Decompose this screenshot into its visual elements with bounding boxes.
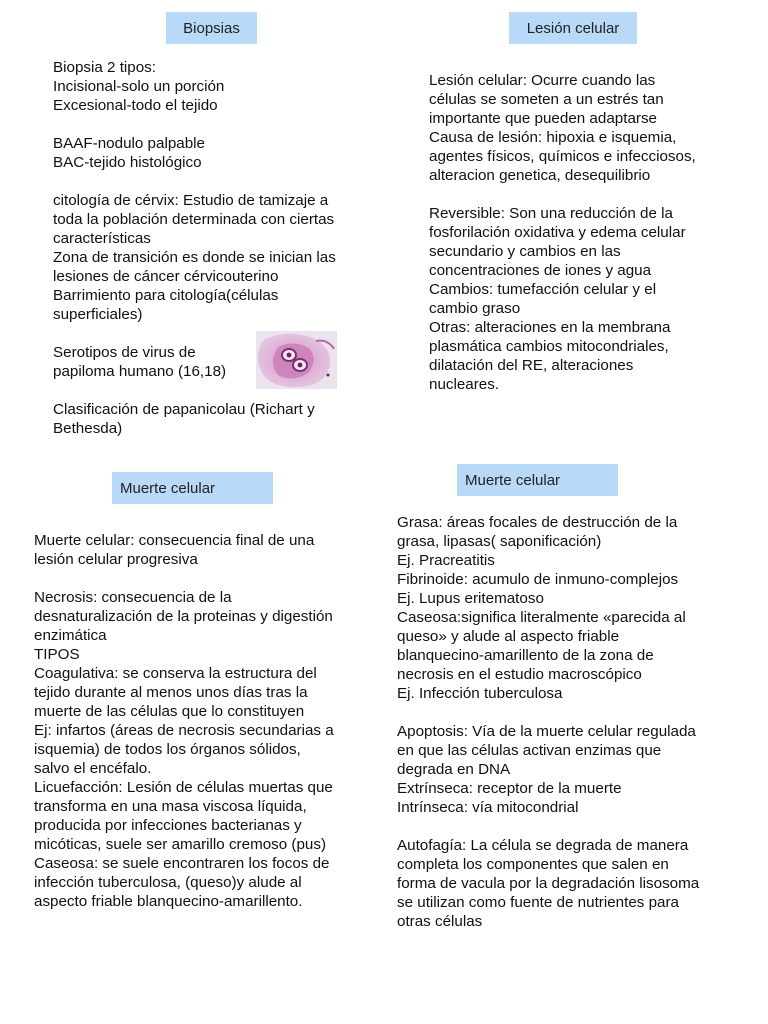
text-line: Autofagía: La célula se degrada de manera (397, 837, 689, 854)
muerte-celular-header-left (112, 472, 273, 504)
text-line: Zona de transición es donde se inician las (53, 249, 336, 266)
text-line: Caseosa: se suele encontraren los focos de (34, 855, 330, 872)
text-line: papiloma humano (16,18) (53, 363, 227, 380)
text-line: Bethesda) (53, 420, 123, 437)
text-line: Incisional-solo un porción (53, 78, 225, 95)
text-line: se utilizan como fuente de nutrientes para (397, 894, 679, 911)
text-line: Cambios: tumefacción celular y el (429, 281, 657, 298)
muerte-celular-header-left-label: Muerte celular (120, 479, 216, 497)
text-line: Serotipos de virus de (53, 344, 196, 361)
text-line: células se someten a un estrés tan (429, 91, 664, 108)
text-line: isquemia) de todos los órganos sólidos, (34, 741, 301, 758)
blank-line (53, 115, 373, 134)
text-line: BAAF-nodulo palpable (53, 135, 205, 152)
text-line: Grasa: áreas focales de destrucción de la (397, 514, 678, 531)
text-line: forma de vacula por la degradación lisosoma (397, 875, 700, 892)
lesion-celular-notes (429, 71, 749, 394)
text-line: queso» y alude al aspecto friable (397, 628, 620, 645)
muerte-celular-notes-left (34, 531, 384, 911)
text-line: degrada en DNA (397, 761, 511, 778)
text-line: agentes físicos, químicos e infecciosos, (429, 148, 696, 165)
lesion-celular-header (509, 12, 637, 44)
text-line: blanquecino-amarillento de la zona de (397, 647, 654, 664)
text-line: aspecto friable blanquecino-amarillento. (34, 893, 303, 910)
text-line: Reversible: Son una reducción de la (429, 205, 673, 222)
text-line: necrosis en el estudio macroscópico (397, 666, 642, 683)
text-line: muerte de las células que lo constituyen (34, 703, 305, 720)
text-line: desnaturalización de la proteinas y digestión (34, 608, 333, 625)
cell-nucleolus-2 (298, 363, 303, 368)
text-line: Biopsia 2 tipos: (53, 59, 156, 76)
text-line: Intrínseca: vía mitocondrial (397, 799, 579, 816)
text-line: Ej. Pracreatitis (397, 552, 495, 569)
text-line: características (53, 230, 151, 247)
cell-debris (327, 374, 330, 377)
blank-line (397, 703, 747, 722)
text-line: Barrimiento para citología(células (53, 287, 279, 304)
text-line: dilatación del RE, alteraciones (429, 357, 634, 374)
text-line: Fibrinoide: acumulo de inmuno-complejos (397, 571, 679, 588)
lesion-celular-header-label: Lesión celular (526, 19, 620, 37)
blank-line (34, 569, 384, 588)
text-line: secundario y cambios en las (429, 243, 621, 260)
text-line: grasa, lipasas( saponificación) (397, 533, 602, 550)
text-line: otras células (397, 913, 483, 930)
blank-line (429, 185, 749, 204)
text-line: alteracion genetica, desequilibrio (429, 167, 651, 184)
muerte-celular-notes-right (397, 513, 747, 931)
blank-line (397, 817, 747, 836)
text-line: Clasificación de papanicolau (Richart y (53, 401, 315, 418)
text-line: toda la población determinada con ciertas (53, 211, 335, 228)
text-line: Extrínseca: receptor de la muerte (397, 780, 622, 797)
text-line: Licuefacción: Lesión de células muertas que (34, 779, 333, 796)
text-line: lesiones de cáncer cérvicouterino (53, 268, 279, 285)
text-line: en que las células activan enzimas que (397, 742, 662, 759)
cell-nucleolus-1 (287, 353, 292, 358)
text-line: BAC-tejido histológico (53, 154, 202, 171)
text-line: TIPOS (34, 646, 80, 663)
text-line: infección tuberculosa, (queso)y alude al (34, 874, 302, 891)
text-line: producida por infecciones bacterianas y (34, 817, 302, 834)
text-line: Necrosis: consecuencia de la (34, 589, 232, 606)
cervical-cell-micrograph (256, 331, 337, 389)
text-line: micóticas, suele ser amarillo cremoso (pus) (34, 836, 327, 853)
text-line: Ej: infartos (áreas de necrosis secundarias a (34, 722, 334, 739)
text-line: tejido durante al menos unos días tras la (34, 684, 308, 701)
text-line: lesión celular progresiva (34, 551, 198, 568)
text-line: Ej. Infección tuberculosa (397, 685, 563, 702)
muerte-celular-header-right (457, 464, 618, 496)
blank-line (53, 172, 373, 191)
biopsias-header (166, 12, 257, 44)
text-line: Coagulativa: se conserva la estructura del (34, 665, 317, 682)
text-line: superficiales) (53, 306, 143, 323)
text-line: enzimática (34, 627, 107, 644)
biopsias-header-label: Biopsias (183, 19, 240, 37)
cell-inner (273, 343, 314, 378)
text-line: Otras: alteraciones en la membrana (429, 319, 671, 336)
text-line: Excesional-todo el tejido (53, 97, 218, 114)
text-line: nucleares. (429, 376, 500, 393)
text-line: cambio graso (429, 300, 521, 317)
text-line: fosforilación oxidativa y edema celular (429, 224, 686, 241)
text-line: salvo el encéfalo. (34, 760, 152, 777)
text-line: transforma en una masa viscosa líquida, (34, 798, 307, 815)
text-line: importante que pueden adaptarse (429, 110, 657, 127)
text-line: Ej. Lupus eritematoso (397, 590, 544, 607)
text-line: Caseosa:significa literalmente «parecida al (397, 609, 686, 626)
muerte-celular-header-right-label: Muerte celular (465, 471, 561, 489)
text-line: completa los componentes que salen en (397, 856, 669, 873)
text-line: concentraciones de iones y agua (429, 262, 652, 279)
text-line: Lesión celular: Ocurre cuando las (429, 72, 656, 89)
text-line: citología de cérvix: Estudio de tamizaje a (53, 192, 329, 209)
text-line: Muerte celular: consecuencia final de una (34, 532, 315, 549)
text-line: Causa de lesión: hipoxia e isquemia, (429, 129, 677, 146)
text-line: Apoptosis: Vía de la muerte celular regulada (397, 723, 696, 740)
text-line: plasmática cambios mitocondriales, (429, 338, 669, 355)
